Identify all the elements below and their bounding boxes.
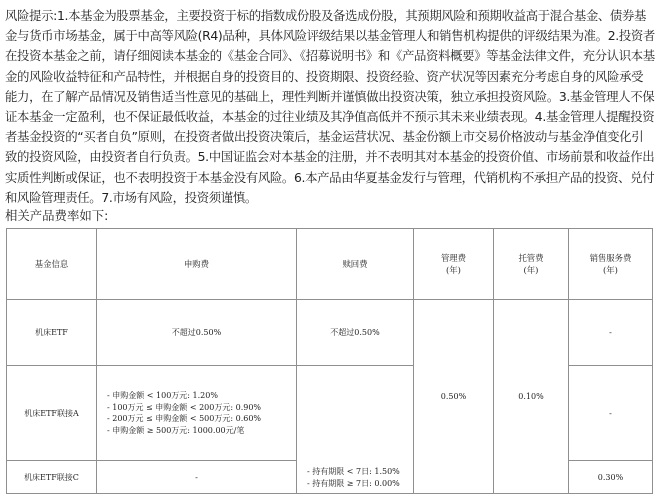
table-row <box>7 300 653 366</box>
header-custody-fee <box>494 229 569 300</box>
header-fund-info: 基金信息 <box>7 229 97 300</box>
sales-service-fee-cell: - <box>569 366 653 461</box>
fund-name-cell: 机床ETF <box>7 300 97 366</box>
sales-service-fee-cell: 0.30% <box>569 461 653 494</box>
fee-table <box>6 228 653 494</box>
subscription-fee-tiers <box>97 366 297 461</box>
header-sales-service-fee-label: 销售服务费 <box>589 253 632 263</box>
subscription-tier: - 申购金额 < 100万元: 1.20% <box>107 391 218 400</box>
redemption-tier: - 持有期限 < 7日: 1.50% <box>307 467 400 476</box>
subscription-fee-cell: 不超过0.50% <box>97 300 297 366</box>
header-sales-service-fee-unit: (年) <box>603 265 618 275</box>
risk-disclosure-text: 风险提示:1.本基金为股票基金，主要投资于标的指数成份股及备选成份股，其预期风险和预期收益高于混合基金、债券基金与货币市场基金，属于中高等风险(R4)品种，具体风险评级结果以基金管理人和销售机构提供的评级结果为准。2.投资者在投资本基金之前，请仔细阅读本基金的《基金合同》、《招募说明书》和《产品资料概要》等基金法律文件，充分认识本基金的风险收益特征和产品特性，并根据自身的投资目的、投资期限、投资经验、资产状况等因素充分考虑自身的风险承受能力，在了解产品情况及销售适当性意见的基础上，理性判断并谨慎做出投资决策，独立承担投资风险。3.基金管理人不保证本基金一定盈利，也不保证最低收益，本基金的过往业绩及其净值高低并不预示其未来业绩表现。4.基金管理人提醒投资者基金投资的“买者自负”原则，在投资者做出投资决策后，基金运营状况、基金份额上市交易价格波动与基金净值变化引致的投资风险，由投资者自行负责。5.中国证监会对本基金的注册，并不表明其对本基金的投资价值、市场前景和收益作出实质性判断或保证，也不表明投资于本基金没有风险。6.本产品由华夏基金发行与管理，代销机构不承担产品的投资、兑付和风险管理责任。7.市场有风险，投资须谨慎。 <box>5 8 655 205</box>
redemption-fee-tiers <box>297 366 414 494</box>
header-redemption-fee: 赎回费 <box>297 229 414 300</box>
fund-name-cell: 机床ETF联接C <box>7 461 97 494</box>
header-management-fee-label: 管理费 <box>440 253 467 263</box>
subscription-fee-cell: - <box>97 461 297 494</box>
header-management-fee <box>414 229 494 300</box>
subscription-tier: - 申购金额 ≥ 500万元: 1000.00元/笔 <box>107 425 245 435</box>
header-management-fee-unit: (年) <box>446 265 461 275</box>
subscription-tier: - 200万元 ≤ 申购金额 < 500万元: 0.60% <box>107 414 262 423</box>
fund-name-cell: 机床ETF联接A <box>7 366 97 461</box>
fee-section-title: 相关产品费率如下: <box>5 208 109 223</box>
header-custody-fee-label: 托管费 <box>518 253 544 263</box>
header-subscription-fee: 申购费 <box>97 229 297 300</box>
redemption-fee-cell: 不超过0.50% <box>297 300 414 366</box>
header-sales-service-fee <box>569 229 653 300</box>
sales-service-fee-cell: - <box>569 300 653 366</box>
subscription-tier: - 100万元 ≤ 申购金额 < 200万元: 0.90% <box>107 402 262 412</box>
custody-fee-cell: 0.10% <box>494 300 569 494</box>
management-fee-cell: 0.50% <box>414 300 494 494</box>
header-custody-fee-unit: (年) <box>523 265 539 275</box>
redemption-tier: - 持有期限 ≥ 7日: 0.00% <box>307 478 400 488</box>
fee-table-header-row <box>7 229 653 300</box>
